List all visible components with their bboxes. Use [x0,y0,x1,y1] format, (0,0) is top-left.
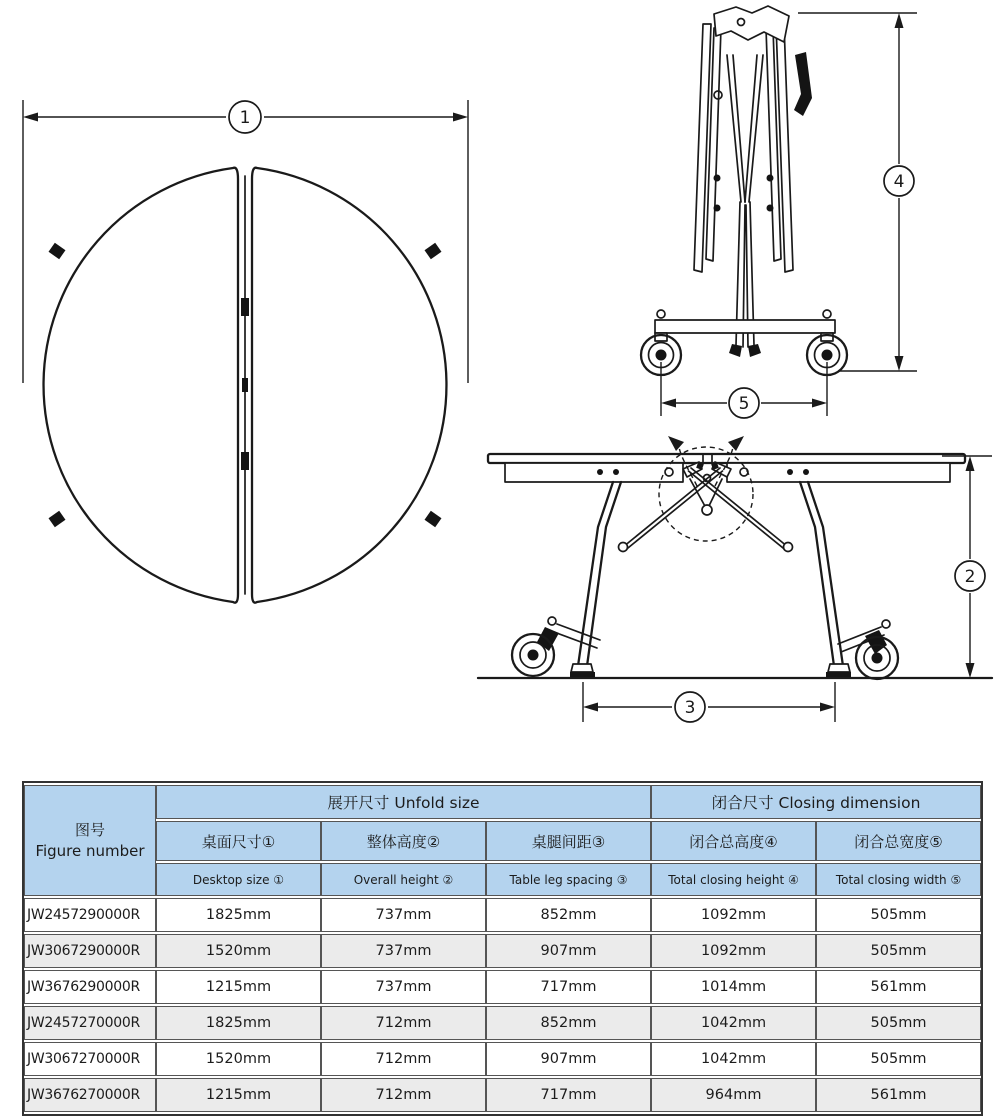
leg-spacing-cell: 907mm [486,1042,651,1076]
leg-left [578,482,621,666]
edge-clip [49,511,66,527]
marker-4-label: 4 [893,172,905,192]
closing-width-cell: 505mm [816,1006,981,1040]
fold-arrow-head-left [668,436,684,451]
dim2-arrow-up [966,456,975,471]
latch-handle [794,52,812,116]
closing-height-cell: 1092mm [651,934,816,968]
figure-number-cell: JW2457290000R [24,898,156,932]
center-hinge [242,378,248,392]
desktop-size-cell: 1825mm [156,898,321,932]
header-zh-row [24,821,981,861]
dim3-extension-lines [583,682,835,722]
edge-clip [425,243,442,259]
caster-stem-top [823,310,831,318]
apron-rivet [803,469,809,475]
dim4-arrow-down [895,356,904,371]
caster-stem-top [657,310,665,318]
dim2-arrow-down [966,663,975,678]
folded-leg-right [745,55,763,202]
apron-rivet [597,469,603,475]
overall-height-cell: 712mm [321,1042,486,1076]
desktop-size-cell: 1215mm [156,970,321,1004]
dim5-arrow-right [812,399,827,408]
dim3-arrow-left [583,703,598,712]
closing-height-cell: 1042mm [651,1006,816,1040]
fold-arrow-head-right [728,436,744,451]
panel-rivet [714,175,721,182]
edge-clip [49,243,66,259]
desktop-size-cell: 1520mm [156,1042,321,1076]
closing-height-cell: 1092mm [651,898,816,932]
desktop-size-cell: 1215mm [156,1078,321,1112]
spec-table [22,781,983,1116]
dim4-arrow-up [895,13,904,28]
col-header-desktop-size-en: Desktop size ① [156,863,321,896]
caster-base-bar [655,320,835,333]
dim1-arrow-right [453,113,468,122]
marker-5-label: 5 [738,394,750,414]
dim1-arrow-left [23,113,38,122]
closing-width-cell: 505mm [816,1042,981,1076]
closing-width-cell: 505mm [816,898,981,932]
figure-number-cell: JW2457270000R [24,1006,156,1040]
tabletop-left-half [44,168,238,603]
table-row [24,1042,981,1076]
col-header-leg-spacing-en: Table leg spacing ③ [486,863,651,896]
closing-height-cell: 1042mm [651,1042,816,1076]
figure-number-cell: JW3676270000R [24,1078,156,1112]
overall-height-cell: 737mm [321,970,486,1004]
overall-height-cell: 737mm [321,934,486,968]
figure-number-cell: JW3067270000R [24,1042,156,1076]
folded-leg-left [727,55,745,202]
leg-right [800,482,843,666]
figure-number-cell: JW3676290000R [24,970,156,1004]
tabletop-slab [488,454,965,463]
leg-spacing-cell: 852mm [486,1006,651,1040]
col-header-closing-width-zh: 闭合总宽度⑤ [816,821,981,861]
fold-pivot [702,505,712,515]
header-group-row [24,785,981,819]
apron-rivet [787,469,793,475]
brace-pivot [619,543,628,552]
dim5-arrow-left [661,399,676,408]
table-row [24,970,981,1004]
leg-spacing-cell: 717mm [486,970,651,1004]
table-row [24,934,981,968]
col-header-overall-height-en: Overall height ② [321,863,486,896]
leg-spacing-cell: 852mm [486,898,651,932]
apron-rivet [613,469,619,475]
dim3-arrow-right [820,703,835,712]
overall-height-cell: 712mm [321,1078,486,1112]
figure-number-cell: JW3067290000R [24,934,156,968]
desktop-size-cell: 1825mm [156,1006,321,1040]
closing-height-cell: 1014mm [651,970,816,1004]
leg-spacing-cell: 907mm [486,934,651,968]
marker-3-label: 3 [684,698,696,718]
table-row [24,1006,981,1040]
tabletop-right-half [252,168,446,603]
col-header-closing-height-zh: 闭合总高度④ [651,821,816,861]
closing-width-cell: 505mm [816,934,981,968]
table-row [24,1078,981,1112]
marker-1-label: 1 [239,108,251,128]
top-hinge-mechanism [714,6,789,42]
leg-spacing-cell: 717mm [486,1078,651,1112]
leg-foot [828,664,850,672]
center-hinge [241,298,249,316]
leg-foot [729,344,742,357]
figure-number-header-en: Figure number [35,841,145,860]
folded-view-diagram [641,6,917,418]
apron-right [727,463,950,482]
closing-width-cell: 561mm [816,1078,981,1112]
closing-dimension-group-header: 闭合尺寸 Closing dimension [651,785,981,819]
apron-left [505,463,683,482]
table-row [24,898,981,932]
overall-height-cell: 737mm [321,898,486,932]
panel-rivet [767,205,774,212]
header-en-row [24,863,981,896]
edge-clip [425,511,442,527]
figure-number-header-zh: 图号 [74,821,105,840]
col-header-leg-spacing-zh: 桌腿间距③ [486,821,651,861]
leg-foot [571,664,593,672]
col-header-closing-width-en: Total closing width ⑤ [816,863,981,896]
figure-number-header [24,785,156,896]
desktop-size-cell: 1520mm [156,934,321,968]
side-view-diagram [478,436,992,722]
panel-rivet [767,175,774,182]
panel-rivet [714,205,721,212]
col-header-closing-height-en: Total closing height ④ [651,863,816,896]
closing-width-cell: 561mm [816,970,981,1004]
center-hinge [241,452,249,470]
closing-height-cell: 964mm [651,1078,816,1112]
leg-foot [748,344,761,357]
col-header-overall-height-zh: 整体高度② [321,821,486,861]
brace-pivot [784,543,793,552]
overall-height-cell: 712mm [321,1006,486,1040]
unfold-size-group-header: 展开尺寸 Unfold size [156,785,651,819]
col-header-desktop-size-zh: 桌面尺寸① [156,821,321,861]
marker-2-label: 2 [964,567,976,587]
top-view-diagram [23,100,468,603]
